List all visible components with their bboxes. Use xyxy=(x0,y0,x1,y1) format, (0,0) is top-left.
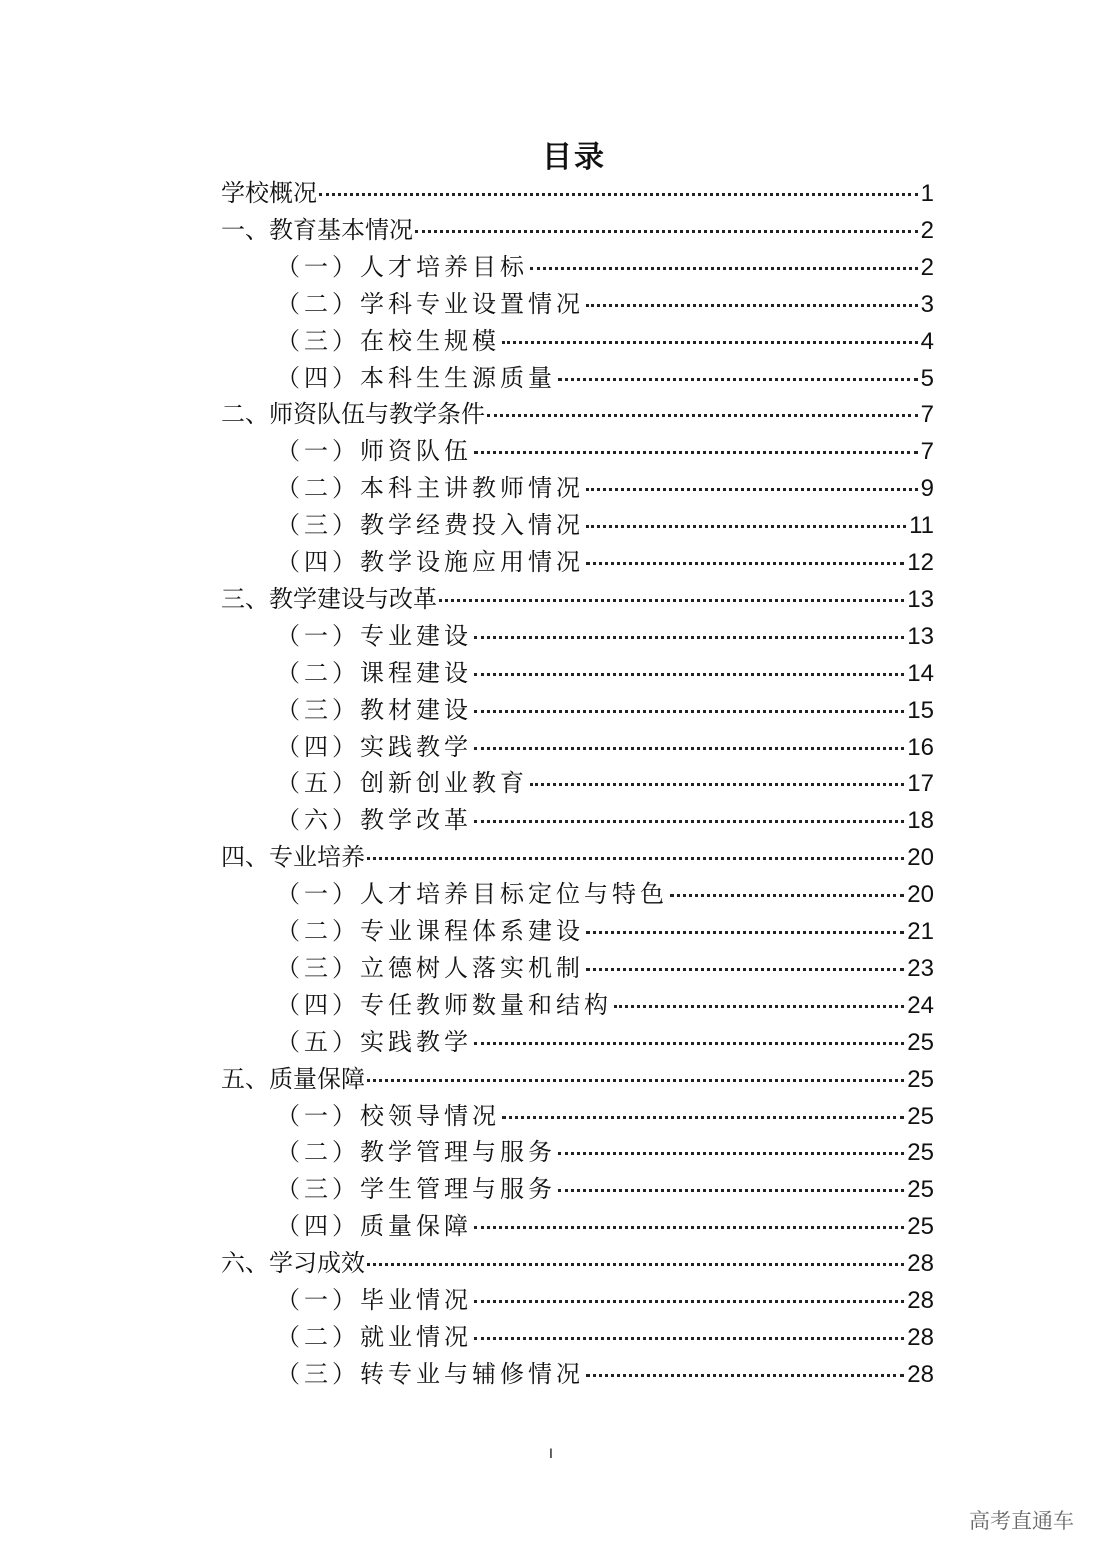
toc-dot-leader xyxy=(474,1042,904,1045)
toc-dot-leader xyxy=(614,1005,904,1008)
toc-entry-label: （三）立德树人落实机制 xyxy=(276,953,584,982)
toc-dot-leader xyxy=(474,1300,904,1303)
toc-entry-label: （三）教材建设 xyxy=(276,695,472,724)
toc-entry-section[interactable] xyxy=(221,210,934,246)
toc-entry-subsection[interactable] xyxy=(276,1317,934,1353)
toc-dot-leader xyxy=(502,341,918,344)
toc-dot-leader xyxy=(586,968,904,971)
toc-entry-subsection[interactable] xyxy=(276,911,934,947)
toc-dot-leader xyxy=(474,1226,904,1229)
toc-entry-label: 六、学习成效 xyxy=(221,1249,365,1278)
toc-entry-page-number: 1 xyxy=(920,180,934,207)
toc-entry-subsection[interactable] xyxy=(276,247,934,283)
toc-entry-subsection[interactable] xyxy=(276,505,934,541)
toc-entry-page-number: 12 xyxy=(907,549,934,576)
toc-entry-page-number: 28 xyxy=(907,1250,934,1278)
toc-dot-leader xyxy=(367,1079,904,1082)
page-title: 目录 xyxy=(542,140,606,175)
toc-entry-subsection[interactable] xyxy=(276,1206,934,1242)
toc-dot-leader xyxy=(415,230,918,233)
toc-entry-label: （三）学生管理与服务 xyxy=(276,1175,556,1204)
toc-entry-label: （三）在校生规模 xyxy=(276,326,500,355)
toc-entry-page-number: 25 xyxy=(907,1139,934,1167)
toc-dot-leader xyxy=(474,710,904,713)
toc-entry-subsection[interactable] xyxy=(276,690,934,726)
toc-entry-page-number: 18 xyxy=(907,807,934,835)
toc-dot-leader xyxy=(474,820,904,823)
toc-dot-leader xyxy=(319,193,918,196)
toc-dot-leader xyxy=(586,488,918,491)
toc-entry-page-number: 17 xyxy=(907,770,934,798)
toc-entry-label: （五）创新创业教育 xyxy=(276,769,528,798)
toc-entry-subsection[interactable] xyxy=(276,284,934,320)
toc-entry-section[interactable] xyxy=(221,394,934,430)
toc-entry-page-number: 24 xyxy=(907,991,934,1019)
toc-entry-page-number: 2 xyxy=(920,216,934,244)
toc-dot-leader xyxy=(474,451,918,454)
toc-entry-label: 一、教育基本情况 xyxy=(221,215,413,244)
toc-entry-label: （一）人才培养目标 xyxy=(276,252,528,281)
toc-entry-subsection[interactable] xyxy=(276,985,934,1021)
toc-entry-subsection[interactable] xyxy=(276,468,934,504)
toc-dot-leader xyxy=(439,599,904,602)
toc-entry-page-number: 28 xyxy=(907,1287,934,1314)
toc-entry-label: （二）就业情况 xyxy=(276,1322,472,1351)
toc-entry-subsection[interactable] xyxy=(276,1354,934,1390)
toc-dot-leader xyxy=(586,304,918,307)
toc-entry-page-number: 3 xyxy=(920,290,934,318)
toc-entry-subsection[interactable] xyxy=(276,542,934,578)
toc-dot-leader xyxy=(474,1337,904,1340)
toc-entry-subsection[interactable] xyxy=(276,1132,934,1168)
toc-entry-subsection[interactable] xyxy=(276,1280,934,1316)
toc-entry-section[interactable] xyxy=(221,1059,934,1095)
toc-entry-label: （四）质量保障 xyxy=(276,1212,472,1241)
toc-entry-subsection[interactable] xyxy=(276,800,934,836)
toc-entry-section[interactable] xyxy=(221,837,934,873)
toc-entry-subsection[interactable] xyxy=(276,358,934,394)
toc-entry-subsection[interactable] xyxy=(276,616,934,652)
toc-dot-leader xyxy=(367,1263,904,1266)
toc-dot-leader xyxy=(474,673,904,676)
toc-entry-label: （四）实践教学 xyxy=(276,732,472,761)
toc-dot-leader xyxy=(586,931,904,934)
toc-entry-label: （四）专任教师数量和结构 xyxy=(276,990,612,1019)
toc-entry-page-number: 13 xyxy=(907,622,934,650)
toc-entry-page-number: 9 xyxy=(920,475,934,503)
toc-entry-label: （四）教学设施应用情况 xyxy=(276,548,584,576)
toc-dot-leader xyxy=(670,894,904,897)
toc-entry-page-number: 20 xyxy=(907,844,934,872)
toc-entry-page-number: 25 xyxy=(907,1102,934,1130)
toc-entry-page-number: 13 xyxy=(907,585,934,613)
toc-dot-leader xyxy=(474,747,904,750)
toc-entry-label: （六）教学改革 xyxy=(276,806,472,835)
toc-dot-leader xyxy=(502,1116,904,1119)
toc-dot-leader xyxy=(558,1189,904,1192)
toc-entry-page-number: 25 xyxy=(907,1176,934,1204)
toc-entry-page-number: 20 xyxy=(907,881,934,909)
toc-entry-section[interactable] xyxy=(221,173,934,209)
toc-entry-page-number: 21 xyxy=(907,918,934,945)
toc-dot-leader xyxy=(586,525,906,528)
toc-dot-leader xyxy=(558,1152,904,1155)
toc-entry-page-number: 2 xyxy=(920,253,934,281)
toc-entry-subsection[interactable] xyxy=(276,1169,934,1205)
toc-dot-leader xyxy=(487,414,918,417)
toc-entry-page-number: 25 xyxy=(907,1028,934,1056)
toc-entry-subsection[interactable] xyxy=(276,874,934,910)
toc-dot-leader xyxy=(474,636,904,639)
toc-entry-page-number: 25 xyxy=(907,1213,934,1241)
toc-dot-leader xyxy=(530,783,904,786)
toc-entry-label: （二）课程建设 xyxy=(276,658,472,687)
toc-entry-page-number: 11 xyxy=(909,512,934,540)
toc-entry-page-number: 5 xyxy=(920,364,934,392)
toc-entry-label: 二、师资队伍与教学条件 xyxy=(221,400,485,429)
toc-entry-subsection[interactable] xyxy=(276,727,934,763)
watermark: 高考直通车 xyxy=(969,1509,1074,1533)
toc-entry-page-number: 15 xyxy=(907,696,934,724)
toc-entry-label: 五、质量保障 xyxy=(221,1064,365,1093)
toc-entry-page-number: 25 xyxy=(907,1065,934,1093)
toc-entry-subsection[interactable] xyxy=(276,948,934,984)
toc-entry-subsection[interactable] xyxy=(276,1096,934,1132)
toc-dot-leader xyxy=(586,1374,904,1377)
toc-entry-label: （一）师资队伍 xyxy=(276,437,472,466)
toc-entry-label: （三）转专业与辅修情况 xyxy=(276,1359,584,1388)
toc-entry-page-number: 4 xyxy=(920,327,934,355)
toc-entry-subsection[interactable] xyxy=(276,1022,934,1058)
toc-entry-page-number: 23 xyxy=(907,954,934,982)
toc-entry-label: （一）专业建设 xyxy=(276,621,472,650)
toc-entry-subsection[interactable] xyxy=(276,321,934,357)
toc-entry-section[interactable] xyxy=(221,1243,934,1279)
toc-entry-label: （四）本科生生源质量 xyxy=(276,363,556,392)
toc-dot-leader xyxy=(530,267,918,270)
toc-entry-label: 四、专业培养 xyxy=(221,843,365,872)
toc-entry-subsection[interactable] xyxy=(276,431,934,467)
toc-entry-page-number: 7 xyxy=(920,438,934,466)
toc-entry-label: （一）校领导情况 xyxy=(276,1101,500,1130)
toc-entry-page-number: 28 xyxy=(907,1323,934,1351)
toc-entry-label: （一）毕业情况 xyxy=(276,1286,472,1314)
toc-entry-label: 三、教学建设与改革 xyxy=(221,584,437,613)
toc-entry-label: （二）专业课程体系建设 xyxy=(276,917,584,945)
toc-entry-page-number: 16 xyxy=(907,733,934,761)
toc-entry-subsection[interactable] xyxy=(276,653,934,689)
toc-entry-section[interactable] xyxy=(221,579,934,615)
toc-entry-label: （三）教学经费投入情况 xyxy=(276,511,584,540)
footer-page-number: I xyxy=(549,1445,553,1461)
toc-entry-page-number: 28 xyxy=(907,1360,934,1388)
toc-dot-leader xyxy=(586,562,904,565)
toc-dot-leader xyxy=(367,857,904,860)
toc-entry-subsection[interactable] xyxy=(276,763,934,799)
toc-entry-label: （二）本科主讲教师情况 xyxy=(276,474,584,503)
toc-entry-page-number: 14 xyxy=(907,659,934,687)
toc-entry-label: 学校概况 xyxy=(221,179,317,207)
toc-entry-label: （二）教学管理与服务 xyxy=(276,1138,556,1167)
toc-entry-label: （一）人才培养目标定位与特色 xyxy=(276,880,668,909)
toc-entry-label: （二）学科专业设置情况 xyxy=(276,289,584,318)
toc-entry-page-number: 7 xyxy=(920,401,934,429)
toc-dot-leader xyxy=(558,378,918,381)
toc-entry-label: （五）实践教学 xyxy=(276,1027,472,1056)
